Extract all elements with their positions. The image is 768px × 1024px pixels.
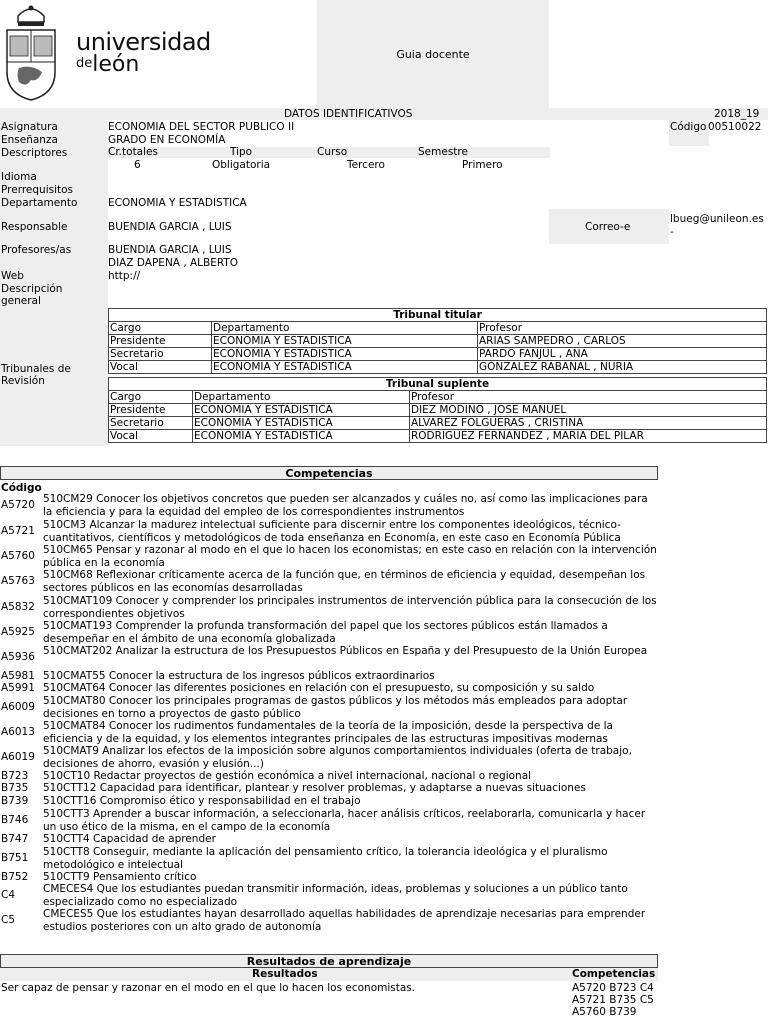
page-title: Guia docente [317,0,549,108]
table-cell: ALVAREZ FOLGUERAS , CRISTINA [410,417,767,430]
logo-line1: universidad [76,28,211,56]
descriptores-label: Descriptores [1,147,68,159]
table-header: Profesor [478,322,767,335]
ensenanza-value: GRADO EN ECONOMÍA [108,134,226,146]
tribunales-label-2: Revisión [1,375,45,387]
competencia-code: C4 [1,889,16,901]
list-item [0,908,660,934]
desc-value-semestre: Primero [462,159,503,171]
competencia-code: A5720 [1,499,35,511]
desc-header-tipo: Tipo [230,146,253,158]
list-item [0,808,660,834]
competencia-code: A5991 [1,682,35,694]
table-cell: ECONOMIA Y ESTADISTICA [193,430,410,443]
table-cell: Presidente [109,335,212,348]
competencia-code: B746 [1,814,29,826]
table-row [109,335,767,348]
idioma-label: Idioma [1,171,37,183]
desc-header-semestre: Semestre [418,146,468,158]
table-cell: RODRIGUEZ FERNANDEZ , MARIA DEL PILAR [410,430,767,443]
table-row [109,348,767,361]
list-item [0,645,660,671]
codigo-value: 00510022 [708,121,762,133]
competencia-code: A5832 [1,601,35,613]
competencias-title: Competencias [0,466,658,480]
table-header: Departamento [193,391,410,404]
list-item [0,720,660,746]
competencia-text: 510CTT3 Aprender a buscar información, a seleccionarla, hacer análisis críticos, reelaborarla, comunicarla y hacer un uso ético de la misma, en el campo de la economía [43,808,646,833]
asignatura-value: ECONOMIA DEL SECTOR PUBLICO II [108,121,295,133]
correo-label: Correo-e [585,221,631,233]
competencia-code: A6009 [1,701,35,713]
list-item [0,846,660,872]
prerrequisitos-label: Prerrequisitos [1,184,74,196]
table-cell: ARIAS SAMPEDRO , CARLOS [478,335,767,348]
competencia-code: A5721 [1,525,35,537]
tribunal-suplente-title: Tribunal suplente [109,378,767,391]
responsable-label: Responsable [1,221,68,233]
list-item [0,745,660,771]
competencia-code: A5925 [1,626,35,638]
desc-value-curso: Tercero [347,159,385,171]
ident-section-title: DATOS IDENTIFICATIVOS [284,108,413,120]
competencia-code: A6019 [1,751,35,763]
competencia-text: 510CTT9 Pensamiento crítico [43,871,197,883]
competencia-text: 510CTT4 Capacidad de aprender [43,833,216,845]
resultado-comp-line-3: A5760 B739 [572,1006,637,1018]
logo-line2-main: león [92,52,140,77]
tribunal-titular-title: Tribunal titular [109,309,767,322]
table-cell: Vocal [109,430,193,443]
list-item [0,795,660,808]
competencia-text: 510CTT12 Capacidad para identificar, plantear y resolver problemas, y adaptarse a nuevas situaciones [43,782,586,794]
competencia-text: 510CMAT9 Analizar los efectos de la imposición sobre algunos comportamientos individuales (oferta de trabajo, decisiones de ahorro, evasión y elusión...) [43,745,632,770]
table-cell: Secretario [109,348,212,361]
tribunal-titular-table [108,308,767,374]
competencias-code-header: Código [1,482,42,494]
competencia-code: C5 [1,914,16,926]
desc-header-creditos: Cr.totales [108,146,158,158]
logo-line2-prefix: de [76,56,93,71]
competencia-text: 510CMAT64 Conocer las diferentes posiciones en relación con el presupuesto, su composición y su saldo [43,682,595,694]
descripcion-label-1: Descripción [1,283,63,295]
competencia-text: 510CMAT193 Comprender la profunda transformación del papel que los sectores públicos están llamados a desempeñar en el ámbito de una economía globalizada [43,620,608,645]
table-row [109,430,767,443]
competencia-code: B751 [1,852,29,864]
competencia-code: A5936 [1,651,35,663]
web-label: Web [1,270,24,282]
competencia-text: 510CM68 Reflexionar críticamente acerca de la función que, en términos de eficiencia y equidad, desempeñan los sectores públicos en las economías desarrolladas [43,569,646,594]
correo-value[interactable]: lbueg@unileon.es [670,213,764,225]
competencia-text: 510CT10 Redactar proyectos de gestión económica a nivel internacional, nacional o regional [43,770,532,782]
responsable-value: BUENDIA GARCIA , LUIS [108,221,232,233]
list-item [0,595,660,621]
table-header: Cargo [109,391,193,404]
resultados-title: Resultados de aprendizaje [0,954,658,968]
list-item [0,695,660,721]
list-item [0,833,660,846]
resultado-comp-line-1: A5720 B723 C4 [572,982,654,994]
table-cell: Secretario [109,417,193,430]
competencia-text: CMECES5 Que los estudiantes hayan desarrollado aquellas habilidades de aprendizaje necesarias para emprender estudios posteriores con un alto grado de autonomía [43,908,646,933]
university-logo [76,30,211,75]
table-header: Cargo [109,322,212,335]
table-cell: DIEZ MODINO , JOSE MANUEL [410,404,767,417]
competencia-code: A5763 [1,575,35,587]
list-item [0,493,660,519]
competencia-text: 510CM29 Conocer los objetivos concretos que pueden ser alcanzados y cuáles no, así como las implicaciones para la eficiencia y para la equidad del empleo de los correspondientes instrumentos [43,493,648,518]
list-item [0,519,660,545]
table-cell: GONZALEZ RABANAL , NURIA [478,361,767,374]
competencia-code: B739 [1,795,29,807]
correo-extra: - [670,226,674,238]
web-value[interactable]: http:// [108,270,141,282]
table-cell: ECONOMIA Y ESTADISTICA [212,361,478,374]
departamento-value: ECONOMIA Y ESTADISTICA [108,197,247,209]
tribunal-suplente-table [108,377,767,443]
table-cell: ECONOMIA Y ESTADISTICA [193,404,410,417]
list-item [0,620,660,646]
competencia-text: 510CMAT80 Conocer los principales programas de gastos públicos y los métodos más empleados para adoptar decisiones en torno a proyectos de gasto público [43,695,628,720]
competencia-code: B752 [1,871,29,883]
table-cell: Vocal [109,361,212,374]
competencia-code: B747 [1,833,29,845]
list-item [0,544,660,570]
codigo-label: Código [670,121,707,133]
departamento-label: Departamento [1,197,78,209]
competencia-text: 510CMAT55 Conocer la estructura de los ingresos públicos extraordinarios [43,670,435,682]
competencia-code: B735 [1,782,29,794]
competencia-code: B723 [1,770,29,782]
table-row [109,417,767,430]
table-cell: Presidente [109,404,193,417]
profesor-1: BUENDIA GARCIA , LUIS [108,244,232,256]
table-header: Departamento [212,322,478,335]
resultado-comp-line-2: A5721 B735 C5 [572,994,654,1006]
university-crest-icon [4,2,58,102]
table-cell: ECONOMIA Y ESTADISTICA [212,335,478,348]
competencia-text: CMECES4 Que los estudiantes puedan transmitir información, ideas, problemas y soluciones a un público tanto especializado como no especializado [43,883,628,908]
desc-value-tipo: Obligatoria [212,159,271,171]
competencia-text: 510CTT16 Compromiso ético y responsabilidad en el trabajo [43,795,361,807]
list-item [0,682,660,695]
desc-value-creditos: 6 [134,159,141,171]
table-cell: PARDO FANJUL , ANA [478,348,767,361]
profesor-2: DIAZ DAPENA , ALBERTO [108,257,239,269]
resultados-col-header: Resultados [252,968,318,980]
table-row [109,361,767,374]
asignatura-label: Asignatura [1,121,58,133]
competencia-code: A5760 [1,550,35,562]
profesores-label: Profesores/as [1,244,72,256]
desc-header-curso: Curso [317,146,348,158]
competencia-code: A5981 [1,670,35,682]
competencia-code: A6013 [1,726,35,738]
competencia-text: 510CM3 Alcanzar la madurez intelectual suficiente para discernir entre los componentes ideológicos, técnico-cuantitativos, científicos y metodológicos de toda enseñanza en Economía, en este caso en Economía Pública [43,519,621,544]
resultado-text: Ser capaz de pensar y razonar en el modo en el que lo hacen los economistas. [1,982,416,994]
list-item [0,569,660,595]
competencia-text: 510CMAT84 Conocer los rudimentos fundamentales de la teoría de la imposición, desde la perspectiva de la eficiencia y de la equidad, y los elementos integrantes principales de las estructuras impositivas modernas [43,720,613,745]
list-item [0,782,660,795]
descripcion-label-2: general [1,295,41,307]
competencia-text: 510CMAT109 Conocer y comprender los principales instrumentos de intervención pública para la consecución de los correspondientes objetivos [43,595,657,620]
competencia-text: 510CTT8 Conseguir, mediante la aplicación del pensamiento crítico, la tolerancia ideológica y el pluralismo metodológico e intelectual [43,846,608,871]
table-cell: ECONOMIA Y ESTADISTICA [193,417,410,430]
table-header: Profesor [410,391,767,404]
tribunales-label-1: Tribunales de [1,363,71,375]
ensenanza-label: Enseñanza [1,134,58,146]
competencia-text: 510CMAT202 Analizar la estructura de los Presupuestos Públicos en España y del Presupuesto de la Unión Europea [43,645,648,657]
academic-year: 2018_19 [714,108,760,120]
competencia-text: 510CM65 Pensar y razonar al modo en el que lo hacen los economistas; en este caso en relación con la intervención pública en la economía [43,544,657,569]
competencias-col-header: Competencias [572,968,656,980]
table-cell: ECONOMIA Y ESTADISTICA [212,348,478,361]
list-item [0,883,660,909]
table-row [109,404,767,417]
